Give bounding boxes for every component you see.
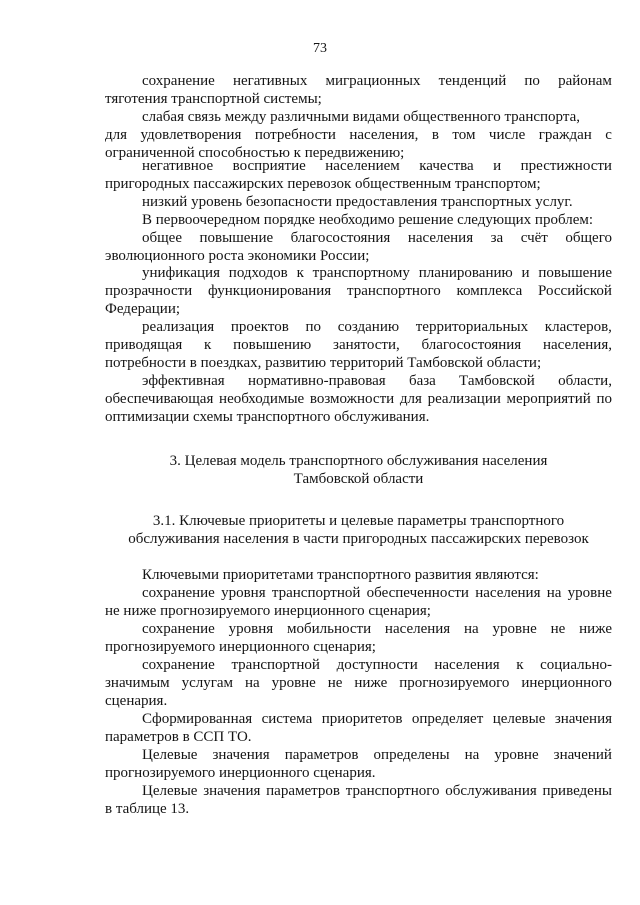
word: уровне: [494, 747, 539, 763]
word: транспортной: [271, 585, 361, 601]
word: созданию: [337, 319, 400, 335]
word: общее: [142, 230, 182, 246]
word: определены: [373, 747, 450, 763]
text-line: слабая связь между различными видами общественного транспорта,: [142, 109, 580, 125]
word: населения: [407, 230, 474, 246]
word: Целевые: [142, 783, 198, 799]
word: комплекса: [456, 283, 523, 299]
word: Российской: [538, 283, 612, 299]
word: тенденций: [438, 73, 507, 89]
word: обслуживания: [445, 783, 537, 799]
word: реализации: [427, 391, 501, 407]
word: области,: [558, 373, 612, 389]
word: на: [244, 675, 260, 691]
text-line: 3.1. Ключевые приоритеты и целевые параметры транспортного: [152, 513, 565, 529]
text-line: [105, 674, 612, 692]
text-line: 3. Целевая модель транспортного обслуживания населения: [169, 453, 548, 469]
word: уровне: [271, 675, 316, 691]
word: населения,: [542, 337, 612, 353]
word: негативных: [232, 73, 308, 89]
word: том: [452, 127, 476, 143]
word: благосостояния: [421, 337, 522, 353]
word: граждан: [538, 127, 592, 143]
word: мероприятий: [506, 391, 591, 407]
word: реализация: [142, 319, 215, 335]
text-line: потребности в поездках, развитию территорий Тамбовской области;: [105, 355, 542, 371]
word: подходов: [228, 265, 288, 281]
text-line: [105, 282, 612, 300]
word: за: [490, 230, 504, 246]
word: районам: [558, 73, 612, 89]
word: к: [296, 265, 304, 281]
text-line: [142, 584, 612, 602]
page-number: 73: [313, 41, 327, 56]
text-line: низкий уровень безопасности предоставления транспортных услуг.: [142, 194, 573, 210]
word: Тамбовской: [459, 373, 535, 389]
word: к: [516, 657, 524, 673]
text-line: [105, 390, 612, 408]
word: общего: [565, 230, 612, 246]
word: для: [399, 391, 422, 407]
text-line: тяготения транспортной системы;: [105, 91, 322, 107]
word: сохранение: [142, 73, 215, 89]
text-line: [142, 620, 612, 638]
word: престижности: [520, 158, 612, 174]
word: повышению: [233, 337, 312, 353]
word: повышение: [199, 230, 274, 246]
text-line: не ниже прогнозируемого инерционного сценария;: [105, 603, 431, 619]
word: для: [105, 127, 128, 143]
word: функционирования: [207, 283, 332, 299]
text-line: пригородных пассажирских перевозок общественным транспортом;: [105, 176, 541, 192]
text-line: [105, 336, 612, 354]
word: система: [261, 711, 313, 727]
text-line: оптимизации схемы транспортного обслуживания.: [105, 409, 430, 425]
word: миграционных: [325, 73, 421, 89]
text-line: обслуживания населения в части пригородных пассажирских перевозок: [128, 531, 589, 547]
word: кластеров,: [544, 319, 612, 335]
word: негативное: [142, 158, 214, 174]
word: с: [605, 127, 612, 143]
text-line: Ключевыми приоритетами транспортного развития являются:: [142, 567, 539, 583]
word: приоритетов: [321, 711, 403, 727]
word: числе: [488, 127, 526, 143]
word: значимым: [105, 675, 170, 691]
word: благосостояния: [290, 230, 391, 246]
word: уровне: [492, 621, 537, 637]
text-line: [142, 72, 612, 90]
word: не: [327, 675, 343, 691]
word: параметров: [284, 747, 359, 763]
word: населения: [475, 585, 541, 601]
word: социально-: [540, 657, 612, 673]
word: счёт: [520, 230, 548, 246]
text-line: Тамбовской области: [293, 471, 424, 487]
text-line: Федерации;: [105, 301, 181, 317]
word: приводящая: [105, 337, 183, 353]
word: прозрачности: [105, 283, 193, 299]
word: значения: [212, 747, 270, 763]
word: в: [431, 127, 439, 143]
word: потребности: [254, 127, 336, 143]
word: на: [464, 747, 480, 763]
text-line: [142, 157, 612, 175]
word: и: [521, 265, 530, 281]
word: населения: [434, 657, 500, 673]
text-line: эволюционного роста экономики России;: [105, 248, 370, 264]
word: инерционного: [521, 675, 612, 691]
text-line: [142, 318, 612, 336]
text-line: ограниченной способностью к передвижению;: [105, 145, 405, 161]
word: населением: [325, 158, 400, 174]
word: значений: [553, 747, 612, 763]
word: уровня: [228, 621, 274, 637]
word: целевые: [492, 711, 546, 727]
word: транспортного: [345, 783, 440, 799]
word: транспортной: [231, 657, 320, 673]
word: населения: [384, 621, 451, 637]
word: на: [546, 585, 562, 601]
text-line: в таблице 13.: [105, 801, 190, 817]
word: доступности: [336, 657, 418, 673]
text-line: параметров в ССП ТО.: [105, 729, 252, 745]
word: уровня: [221, 585, 266, 601]
word: по: [305, 319, 321, 335]
word: восприятие: [232, 158, 306, 174]
word: обеспечивающая: [105, 391, 214, 407]
word: по: [596, 391, 612, 407]
word: мобильности: [286, 621, 372, 637]
word: сохранение: [142, 585, 215, 601]
text-line: [142, 264, 612, 282]
word: ниже: [579, 621, 612, 637]
word: определяет: [411, 711, 484, 727]
word: транспортного: [346, 283, 441, 299]
word: значения: [554, 711, 612, 727]
word: к: [204, 337, 212, 353]
text-line: [142, 656, 612, 674]
text-line: [142, 782, 612, 800]
word: обеспеченности: [366, 585, 469, 601]
word: по: [524, 73, 540, 89]
word: повышение: [538, 265, 612, 281]
word: параметров: [266, 783, 340, 799]
word: необходимые: [219, 391, 305, 407]
word: прогнозируемого: [399, 675, 510, 691]
word: Целевые: [142, 747, 198, 763]
text-line: В первоочередном порядке необходимо решение следующих проблем:: [142, 212, 594, 228]
text-line: прогнозируемого инерционного сценария.: [105, 765, 376, 781]
word: качества: [419, 158, 474, 174]
word: уровне: [567, 585, 612, 601]
word: занятости,: [333, 337, 400, 353]
word: эффективная: [142, 373, 225, 389]
word: населения,: [349, 127, 419, 143]
text-line: [142, 746, 612, 764]
word: Сформированная: [142, 711, 253, 727]
word: возможности: [309, 391, 395, 407]
word: на: [464, 621, 479, 637]
word: услугам: [181, 675, 234, 691]
word: территориальных: [415, 319, 529, 335]
word: не: [550, 621, 566, 637]
text-line: сценария.: [105, 693, 168, 709]
word: унификация: [142, 265, 220, 281]
word: сохранение: [142, 621, 215, 637]
text-line: [142, 372, 612, 390]
text-line: [142, 229, 612, 247]
word: проектов: [230, 319, 289, 335]
word: значения: [203, 783, 261, 799]
word: сохранение: [142, 657, 215, 673]
text-line: [105, 126, 612, 144]
word: планированию: [418, 265, 513, 281]
text-line: прогнозируемого инерционного сценария;: [105, 639, 376, 655]
word: и: [493, 158, 502, 174]
word: приведены: [542, 783, 612, 799]
word: транспортному: [312, 265, 410, 281]
text-line: [142, 710, 612, 728]
word: база: [408, 373, 436, 389]
word: ниже: [354, 675, 388, 691]
word: нормативно-правовая: [247, 373, 386, 389]
word: удовлетворения: [140, 127, 242, 143]
